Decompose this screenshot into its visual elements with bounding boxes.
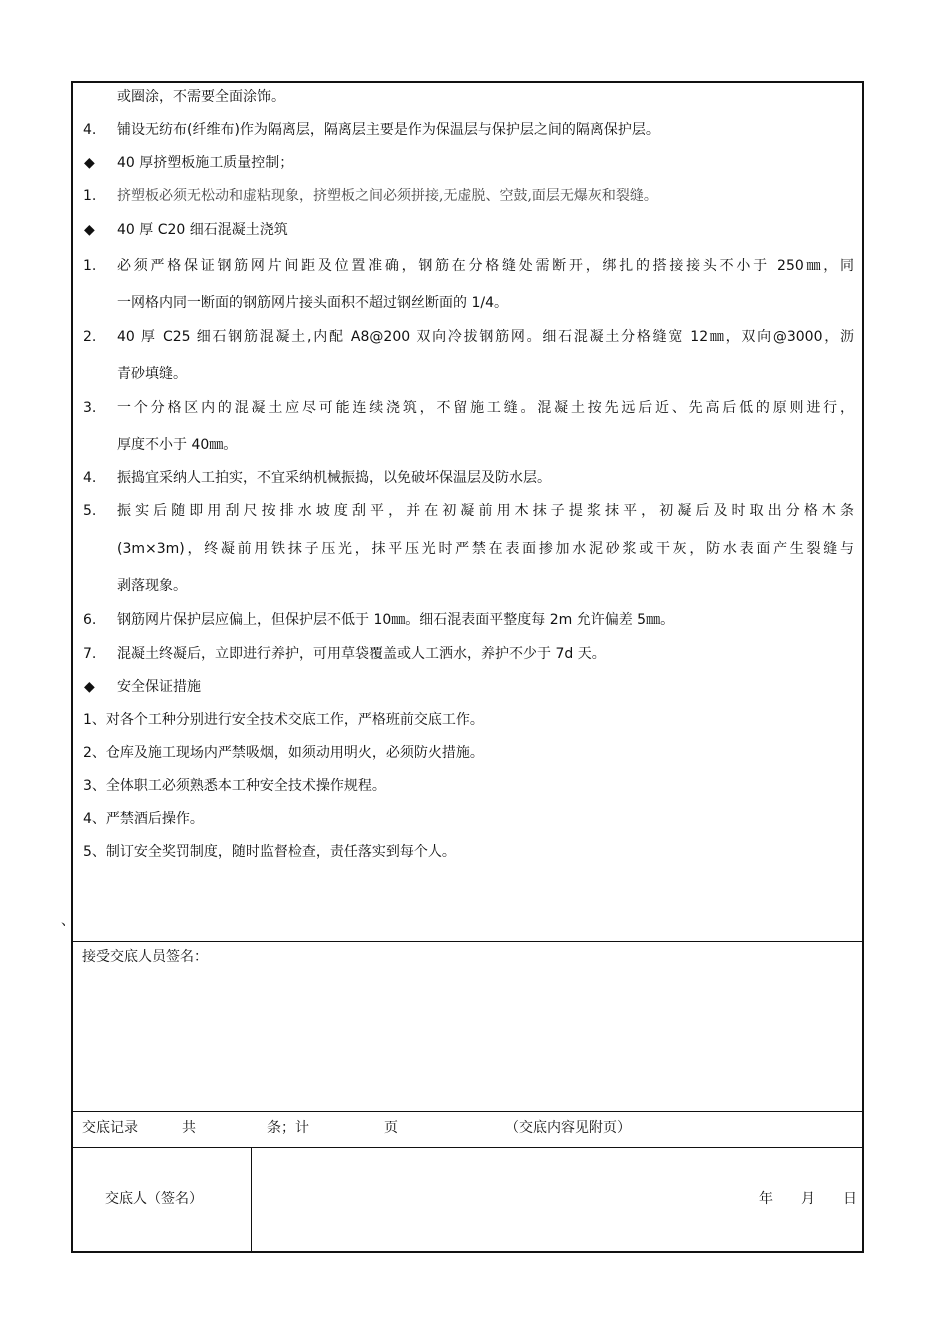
item-number: 4.: [83, 470, 97, 486]
presenter-signature-label: 交底人（签名）: [105, 1191, 203, 1207]
item-text: 40 厚 C25 细石钢筋混凝土,内配 A8@200 双向冷拔钢筋网。细石混凝土分格缝宽 12㎜，双向@3000，沥: [117, 329, 854, 345]
diamond-bullet-icon: ◆: [84, 155, 95, 171]
item-text: (3m×3m)，终凝前用铁抹子压光，抹平压光时严禁在表面掺加水泥砂浆或干灰，防水表面产生裂缝与: [117, 541, 854, 557]
item-number: 1.: [83, 188, 97, 204]
item-text: 一个分格区内的混凝土应尽可能连续浇筑，不留施工缝。混凝土按先远后近、先高后低的原则进行，: [117, 400, 854, 416]
item-text: 振实后随即用刮尺按排水坡度刮平，并在初凝前用木抹子提浆抹平，初凝后及时取出分格木条: [117, 503, 854, 519]
item-number: 3.: [83, 400, 97, 416]
safety-item-text: 3、全体职工必须熟悉本工种安全技术操作规程。: [83, 778, 386, 794]
safety-item-text: 5、制订安全奖罚制度，随时监督检查，责任落实到每个人。: [83, 844, 456, 860]
item-text: 铺设无纺布(纤维布)作为隔离层，隔离层主要是作为保温层与保护层之间的隔离保护层。: [117, 122, 660, 138]
section-heading: 40 厚 C20 细石混凝土浇筑: [117, 222, 288, 238]
footer-divider: [251, 1147, 252, 1253]
item-text: 或圈涂，不需要全面涂饰。: [117, 89, 285, 105]
signature-label: 接受交底人员签名：: [82, 949, 208, 965]
item-number: 1.: [83, 258, 97, 274]
stray-mark: 、: [61, 913, 75, 929]
item-number: 7.: [83, 646, 97, 662]
item-text: 混凝土终凝后，立即进行养护，可用草袋覆盖或人工洒水，养护不少于 7d 天。: [117, 646, 606, 662]
item-text: 一网格内同一断面的钢筋网片接头面积不超过钢丝断面的 1/4。: [117, 295, 508, 311]
record-note: （交底内容见附页）: [505, 1120, 631, 1136]
item-number: 4.: [83, 122, 97, 138]
item-text: 剥落现象。: [117, 578, 187, 594]
item-text: 钢筋网片保护层应偏上，但保护层不低于 10㎜。细石混表面平整度每 2m 允许偏差 5㎜。: [117, 612, 675, 628]
diamond-bullet-icon: ◆: [84, 679, 95, 695]
record-tiao: 条；计: [267, 1120, 309, 1136]
date-month-label: 月: [801, 1191, 815, 1207]
item-number: 6.: [83, 612, 97, 628]
record-prefix: 交底记录: [82, 1120, 138, 1136]
record-ye: 页: [384, 1120, 398, 1136]
record-row-top-rule: [73, 1111, 862, 1112]
signature-section-top-rule: [73, 941, 862, 942]
section-heading: 安全保证措施: [117, 679, 201, 695]
item-text: 厚度不小于 40㎜。: [117, 437, 238, 453]
date-year-label: 年: [759, 1191, 773, 1207]
date-day-label: 日: [843, 1191, 857, 1207]
safety-item-text: 4、严禁酒后操作。: [83, 811, 204, 827]
safety-item-text: 1、对各个工种分别进行安全技术交底工作，严格班前交底工作。: [83, 712, 484, 728]
item-number: 5.: [83, 503, 97, 519]
section-heading: 40 厚挤塑板施工质量控制；: [117, 155, 294, 171]
item-text: 必须严格保证钢筋网片间距及位置准确，钢筋在分格缝处需断开，绑扎的搭接接头不小于 250㎜，同: [117, 258, 854, 274]
item-text: 振捣宜采纳人工拍实，不宜采纳机械振捣，以免破坏保温层及防水层。: [117, 470, 551, 486]
footer-row-top-rule: [73, 1147, 862, 1148]
item-text: 挤塑板必须无松动和虚粘现象，挤塑板之间必须拼接,无虚脱、空鼓,面层无爆灰和裂缝。: [117, 188, 658, 204]
diamond-bullet-icon: ◆: [84, 222, 95, 238]
record-gong: 共: [182, 1120, 196, 1136]
item-text: 青砂填缝。: [117, 366, 187, 382]
item-number: 2.: [83, 329, 97, 345]
safety-item-text: 2、仓库及施工现场内严禁吸烟，如须动用明火，必须防火措施。: [83, 745, 484, 761]
document-frame: [71, 81, 864, 1253]
